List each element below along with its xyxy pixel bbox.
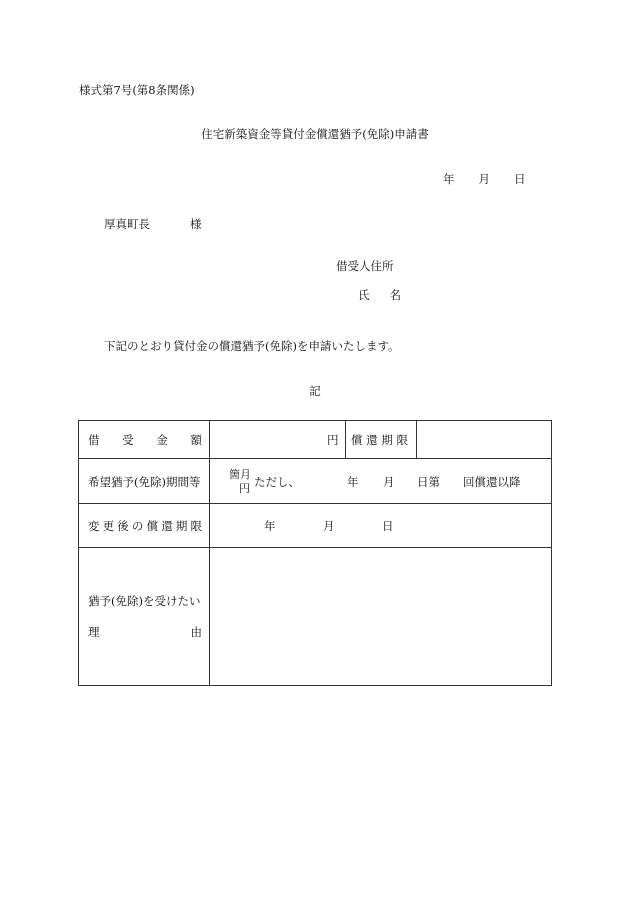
loan-amount-field[interactable] bbox=[219, 429, 319, 451]
document-title: 住宅新築資金等貸付金償還猶予(免除)申請書 bbox=[201, 127, 429, 141]
date-line bbox=[443, 171, 526, 187]
date-month-label: 月 bbox=[478, 172, 490, 186]
ki-heading: 記 bbox=[309, 384, 321, 398]
name-label-char-1: 氏 bbox=[358, 288, 370, 302]
date-day-label: 日 bbox=[514, 172, 526, 186]
date-year-label: 年 bbox=[443, 172, 455, 186]
form-number: 様式第7号(第8条関係) bbox=[79, 83, 195, 97]
period-month-label: 月 bbox=[383, 475, 395, 489]
name-label-char-2: 名 bbox=[389, 288, 401, 302]
row-divider bbox=[79, 458, 551, 459]
intro-text: 下記のとおり貸付金の償還猶予(免除)を申請いたします。 bbox=[104, 339, 400, 353]
period-day-label: 日第 bbox=[417, 475, 440, 489]
reason-label-line2: 理 由 bbox=[88, 625, 202, 639]
repayment-deadline-label: 償 還 期 限 bbox=[351, 433, 408, 447]
installment-after-label: 回償還以降 bbox=[463, 475, 521, 489]
borrower-address-label: 借受人住所 bbox=[336, 259, 394, 273]
reason-label-line1: 猶予(免除)を受けたい bbox=[88, 594, 201, 608]
row-divider bbox=[79, 547, 551, 548]
yen-unit-small: 円 bbox=[239, 482, 250, 495]
revised-day-label: 日 bbox=[382, 519, 394, 533]
desired-deferment-period-label: 希望猶予(免除)期間等 bbox=[88, 475, 201, 489]
revised-deadline-label: 変 更 後 の 償 還 期 限 bbox=[88, 519, 202, 533]
months-unit: 箇月 bbox=[229, 468, 251, 481]
label-column-divider bbox=[209, 421, 210, 685]
addressee bbox=[104, 216, 202, 232]
column-divider bbox=[345, 421, 346, 458]
loan-amount-label: 借 受 金 額 bbox=[88, 433, 202, 447]
repayment-deadline-field[interactable] bbox=[423, 429, 543, 451]
period-year-label: 年 bbox=[347, 475, 359, 489]
revised-year-label: 年 bbox=[264, 519, 276, 533]
proviso-text: ただし、 bbox=[254, 475, 300, 489]
borrower-name-label bbox=[358, 287, 401, 303]
revised-month-label: 月 bbox=[323, 519, 335, 533]
reason-field[interactable] bbox=[219, 555, 544, 677]
addressee-name: 厚真町長 bbox=[104, 217, 150, 231]
column-divider bbox=[416, 421, 417, 458]
row-divider bbox=[79, 503, 551, 504]
application-table bbox=[78, 420, 552, 686]
addressee-honorific: 様 bbox=[190, 217, 202, 231]
yen-unit: 円 bbox=[327, 433, 339, 447]
